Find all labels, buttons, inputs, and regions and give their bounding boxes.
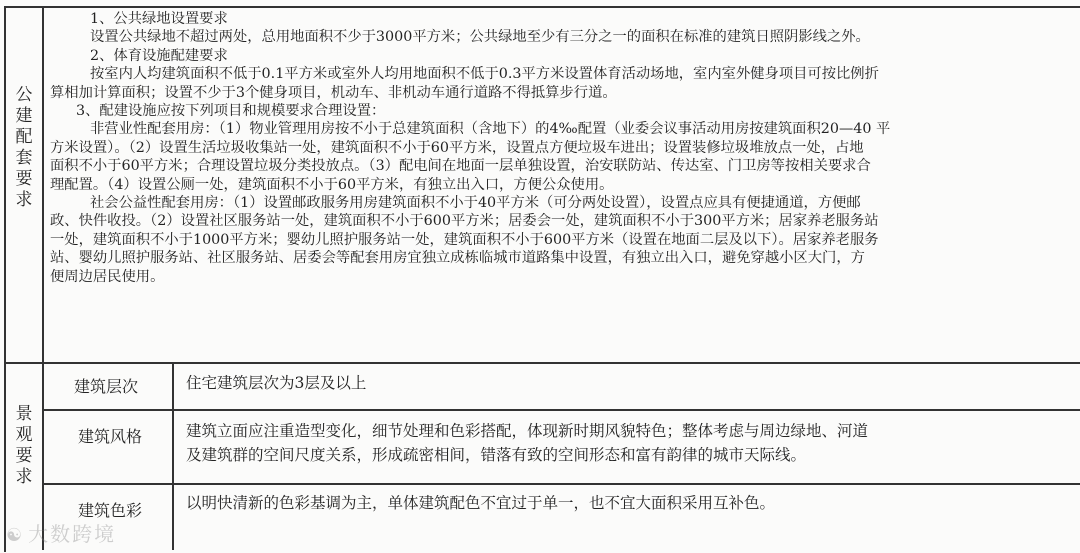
header-char: 要: [15, 446, 33, 466]
header-char: 要: [15, 169, 33, 189]
section-divider: [4, 362, 1080, 364]
text-line: 面积不小于60平方米；合理设置垃圾分类投放点。（3）配电间在地面一层单独设置，治安联防站、传达室、门卫房等按相关要求合: [50, 158, 871, 175]
header-char: 建: [15, 106, 33, 126]
building-color-label: 建筑色彩: [78, 501, 143, 520]
building-height-value: 住宅建筑层次为3层及以上: [186, 374, 367, 392]
header-char: 求: [15, 190, 33, 210]
text-line: 社会公益性配套用房：（1）设置邮政服务用房建筑面积不小于40平方米（可分两处设置），设置点应具有便捷通道，方便邮: [90, 195, 861, 212]
text-line: 非营业性配套用房：（1）物业管理用房按不小于总建筑面积（含地下）的4‰配置（业委会议事活动用房按建筑面积20—40 平: [90, 121, 891, 138]
public-facilities-content: [50, 10, 1072, 286]
text-line: 理配置。（4）设置公厕一处，建筑面积不小于60平方米，有独立出入口，方便公众使用。: [50, 176, 614, 193]
text-line: 方米设置）。（2）设置生活垃圾收集站一处，建筑面积不小于60平方米，设置点方便垃圾车进出；设置装修垃圾堆放点一处，占地: [50, 139, 864, 156]
weibo-like-icon: ☯: [6, 525, 25, 546]
building-style-value: 建筑立面应注重造型变化，细节处理和色彩搭配，体现新时期风貌特色；整体考虑与周边绿地、河道: [186, 422, 869, 440]
row-divider-2: [44, 483, 1080, 485]
heading-supporting-facilities: 3、配建设施应按下列项目和规模要求合理设置：: [76, 103, 386, 120]
header-char: 观: [15, 425, 33, 445]
header-char: 套: [15, 148, 33, 168]
header-char: 配: [15, 127, 33, 147]
row-divider-1: [44, 409, 1080, 411]
watermark-text: 大数跨境: [28, 522, 117, 546]
text-line: 设置公共绿地不超过两处，总用地面积不少于3000平方米；公共绿地至少有三分之一的面积在标准的建筑日照阴影线之外。: [90, 29, 870, 46]
building-style-value-cont: 及建筑群的空间尺度关系，形成疏密相间，错落有致的空间形态和富有韵律的城市天际线。: [186, 446, 807, 464]
text-line: 一处，建筑面积不小于1000平方米；婴幼儿照护服务站一处，建筑面积不小于600平方米（设置在地面二层及以下）。居家养老服务: [50, 231, 879, 248]
watermark: [6, 518, 116, 547]
heading-green-space: 1、公共绿地设置要求: [90, 11, 228, 27]
heading-sports-facilities: 2、体育设施配建要求: [90, 47, 228, 64]
header-column-divider: [42, 6, 44, 550]
text-line: 按室内人均建筑面积不低于0.1平方米或室外人均用地面积不低于0.3平方米设置体育活动场地，室内室外健身项目可按比例折: [90, 66, 879, 83]
building-color-value: 以明快清新的色彩基调为主，单体建筑配色不宜过于单一，也不宜大面积采用互补色。: [186, 494, 776, 512]
text-line: 站、婴幼儿照护服务站、社区服务站、居委会等配套用房宜独立成栋临城市道路集中设置，有独立出入口，避免穿越小区大门，方: [50, 250, 865, 267]
text-line: 政、快件收投。（2）设置社区服务站一处，建筑面积不小于600平方米；居委会一处，建筑面积不小于300平方米；居家养老服务站: [50, 213, 879, 230]
building-style-label: 建筑风格: [78, 427, 143, 446]
building-height-label: 建筑层次: [74, 377, 139, 396]
text-line: 算相加计算面积；设置不少于3个健身项目，机动车、非机动车通行道路不得抵算步行道。: [50, 84, 617, 101]
public-facilities-header: [6, 78, 42, 218]
header-char: 景: [15, 404, 33, 424]
label-column-divider: [172, 362, 174, 550]
text-line: 便周边居民使用。: [50, 268, 165, 285]
landscape-requirements-header: [6, 398, 42, 494]
header-char: 公: [15, 85, 33, 105]
header-char: 求: [15, 467, 33, 487]
